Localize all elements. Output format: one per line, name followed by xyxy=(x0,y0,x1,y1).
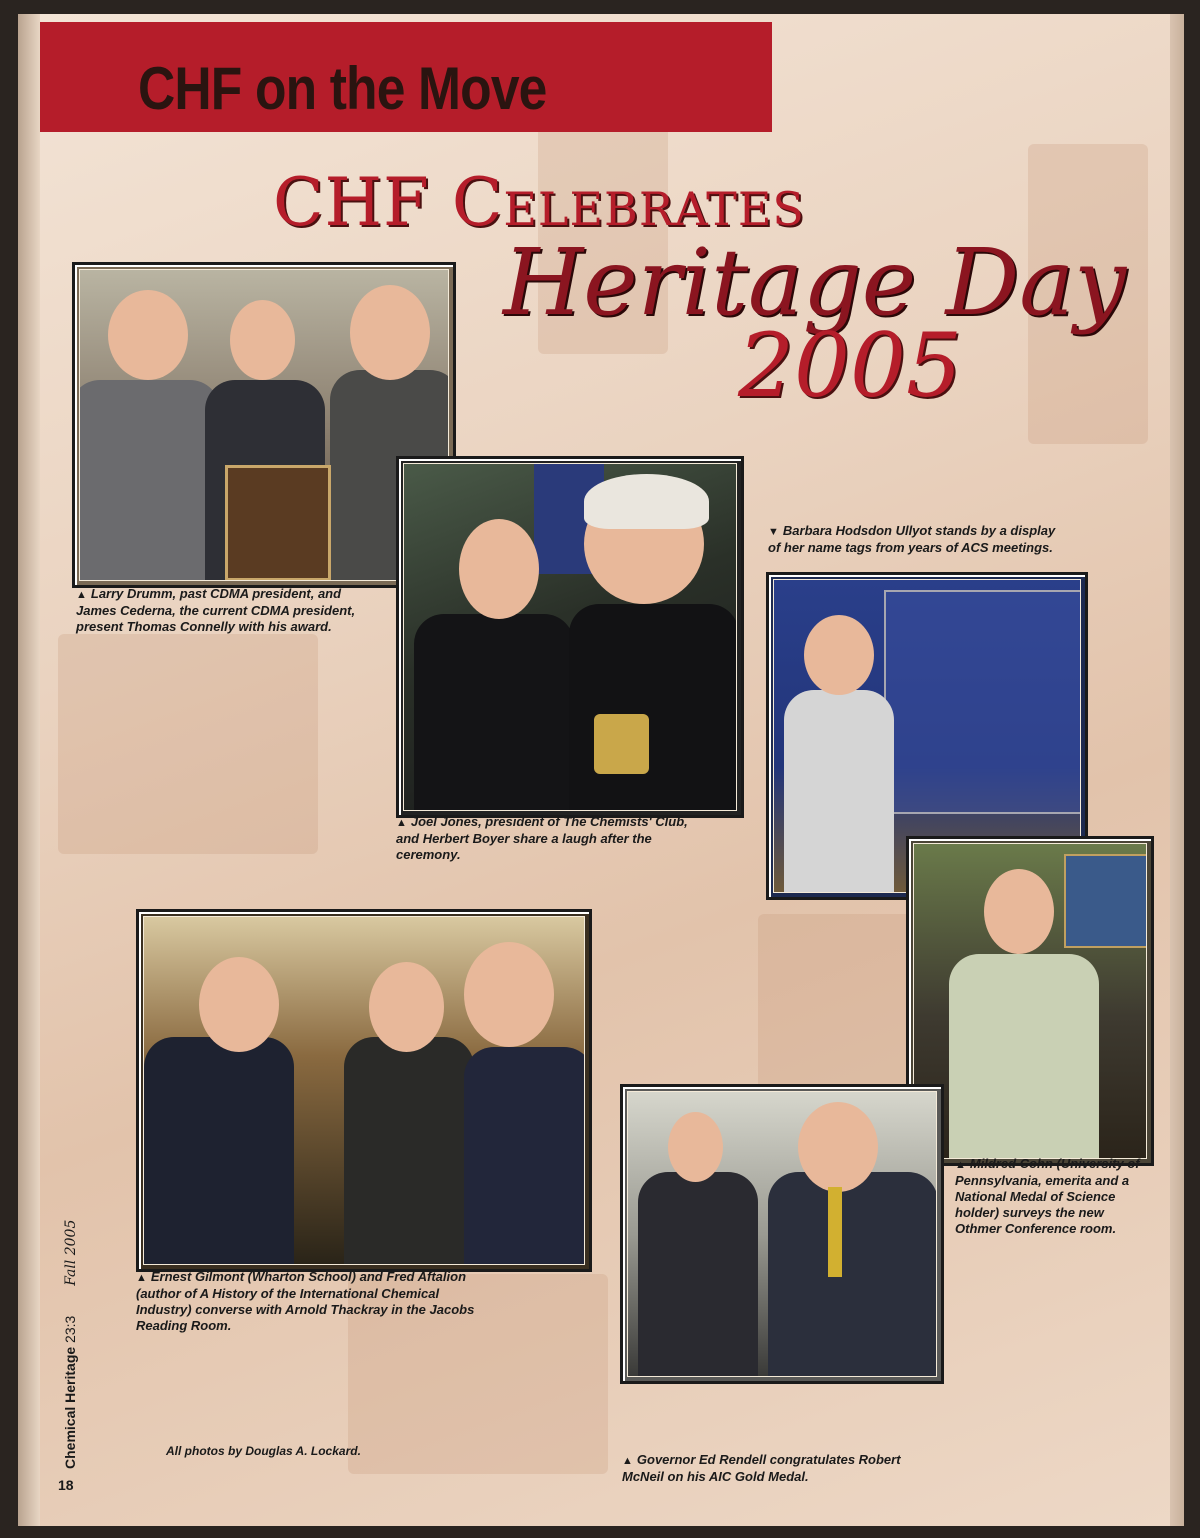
glass-display-case xyxy=(884,590,1081,814)
photo-caption: ▲ Mildred Cohn (University of Pennsylvania, emerita and a National Medal of Science holder) surveys the new Othmer Conference room. xyxy=(955,1156,1140,1236)
section-title: CHF on the Move xyxy=(138,55,547,122)
portrait-painting xyxy=(1064,854,1147,948)
photo-caption: ▲ Ernest Gilmont (Wharton School) and Fred Aftalion (author of A History of the International Chemical Industry) converse with Arnold Thackray in the Jacobs Reading Room. xyxy=(136,1269,475,1333)
photo-credit: All photos by Douglas A. Lockard. xyxy=(166,1444,361,1458)
page-spine-shadow xyxy=(18,14,40,1526)
magazine-name: Chemical Heritage xyxy=(62,1346,78,1469)
magazine-page xyxy=(18,14,1184,1526)
page-number: 18 xyxy=(58,1477,74,1493)
headline-line1: CHF Celebrates xyxy=(273,164,805,241)
medal xyxy=(594,714,649,774)
issue-season: Fall 2005 xyxy=(63,1219,79,1286)
photo-handshake-tuxedo xyxy=(396,456,744,818)
issue-number: 23:3 xyxy=(62,1315,78,1343)
photo-caption: ▼ Barbara Hodsdon Ullyot stands by a display of her name tags from years of ACS meetings. xyxy=(768,523,1056,555)
headline-year: 2005 xyxy=(738,314,962,417)
headline-line2: Heritage Day xyxy=(503,229,1127,336)
bg-desk xyxy=(58,634,318,854)
photo-reading-room xyxy=(136,909,592,1272)
running-footer xyxy=(62,1220,79,1469)
award-plaque xyxy=(225,465,331,581)
photo-governor-handshake xyxy=(620,1084,944,1384)
photo-caption: ▲ Joel Jones, president of The Chemists' Club, and Herbert Boyer share a laugh after the ceremony. xyxy=(396,814,688,862)
photo-caption: ▲ Governor Ed Rendell congratulates Robert McNeil on his AIC Gold Medal. xyxy=(622,1452,901,1484)
photo-caption: ▲ Larry Drumm, past CDMA president, and James Cederna, the current CDMA president, present Thomas Connelly with his award. xyxy=(76,586,356,634)
page-edge xyxy=(1170,14,1184,1526)
gold-tie xyxy=(828,1187,842,1277)
white-hair xyxy=(584,474,709,529)
